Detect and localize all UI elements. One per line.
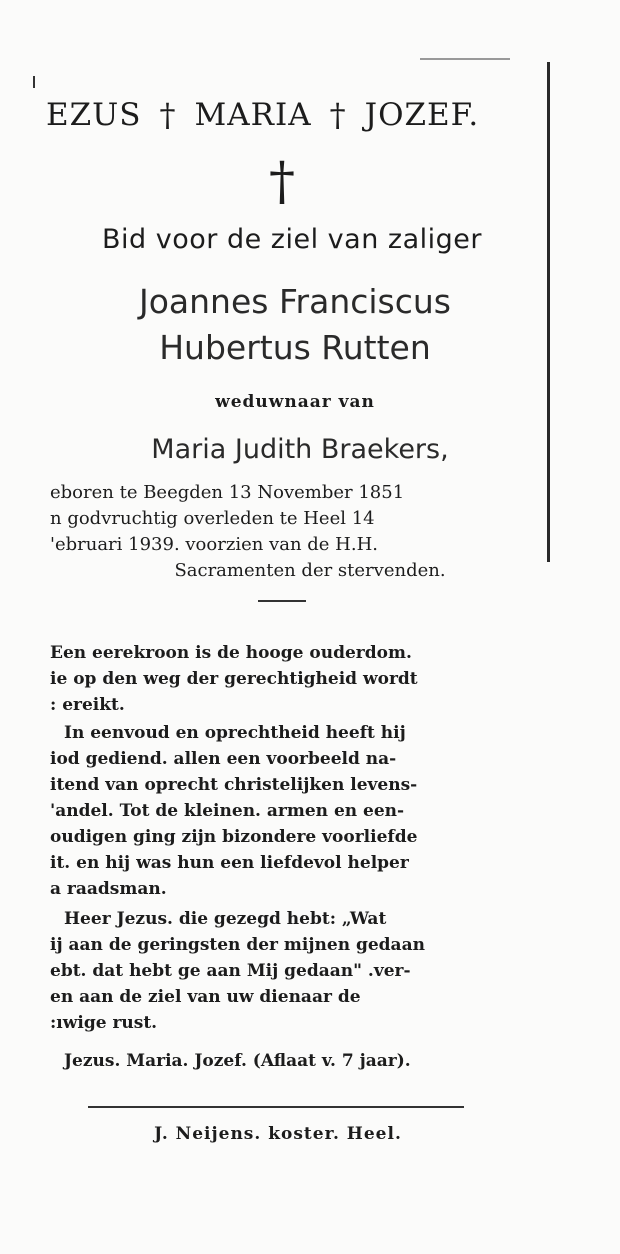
bio-line: Sacramenten der stervenden. bbox=[174, 560, 446, 581]
spouse-name: Maria Judith Braekers, bbox=[151, 434, 449, 465]
verse-line: en aan de ziel van uw dienaar de bbox=[50, 987, 361, 1007]
verse-line: :ıwige rust. bbox=[50, 1013, 158, 1033]
printer-credit: J. Neijens. koster. Heel. bbox=[154, 1124, 402, 1144]
header-invocation bbox=[46, 96, 546, 134]
header-word-jezus: EZUS bbox=[46, 97, 142, 133]
bio-line: n godvruchtig overleden te Heel 14 bbox=[50, 508, 375, 529]
verse-line: ij aan de geringsten der mijnen gedaan bbox=[50, 935, 425, 955]
verse-line: itend van oprecht christelijken levens- bbox=[50, 775, 418, 795]
top-edge-mark bbox=[420, 58, 510, 60]
deceased-name-line-1: Joannes Franciscus bbox=[138, 282, 451, 321]
right-border-line bbox=[547, 62, 550, 562]
left-edge-mark bbox=[33, 76, 35, 88]
verse-line: 'andel. Tot de kleinen. armen en een- bbox=[50, 801, 405, 821]
bio-line: 'ebruari 1939. voorzien van de H.H. bbox=[50, 534, 378, 555]
verse-line: Een eerekroon is de hooge ouderdom. bbox=[50, 643, 412, 663]
verse-line: ebt. dat hebt ge aan Mij gedaan" .ver- bbox=[50, 961, 411, 981]
verse-line: oudigen ging zijn bizondere voorliefde bbox=[50, 827, 418, 847]
verse-line: a raadsman. bbox=[50, 879, 167, 899]
verse-line: iod gediend. allen een voorbeeld na- bbox=[50, 749, 397, 769]
verse-line: In eenvoud en oprechtheid heeft hij bbox=[64, 723, 406, 743]
relation-label: weduwnaar van bbox=[215, 392, 375, 412]
header-word-maria: MARIA bbox=[194, 97, 312, 133]
verse-line: ie op den weg der gerechtigheid wordt bbox=[50, 669, 418, 689]
header-word-jozef: JOZEF. bbox=[364, 97, 480, 133]
closing-invocation: Jezus. Maria. Jozef. (Aflaat v. 7 jaar). bbox=[64, 1051, 411, 1071]
section-divider bbox=[258, 600, 306, 602]
prayer-line: Bid voor de ziel van zaliger bbox=[102, 224, 482, 255]
cross-icon: † bbox=[159, 96, 177, 134]
deceased-name-line-2: Hubertus Rutten bbox=[159, 328, 431, 367]
verse-line: it. en hij was hun een liefdevol helper bbox=[50, 853, 409, 873]
cross-icon: † bbox=[329, 96, 347, 134]
bio-line: eboren te Beegden 13 November 1851 bbox=[50, 482, 405, 503]
verse-line: Heer Jezus. die gezegd hebt: „Wat bbox=[64, 909, 387, 929]
large-cross-icon: † bbox=[269, 152, 295, 212]
footer-divider bbox=[88, 1106, 464, 1108]
verse-line: : ereikt. bbox=[50, 695, 125, 715]
